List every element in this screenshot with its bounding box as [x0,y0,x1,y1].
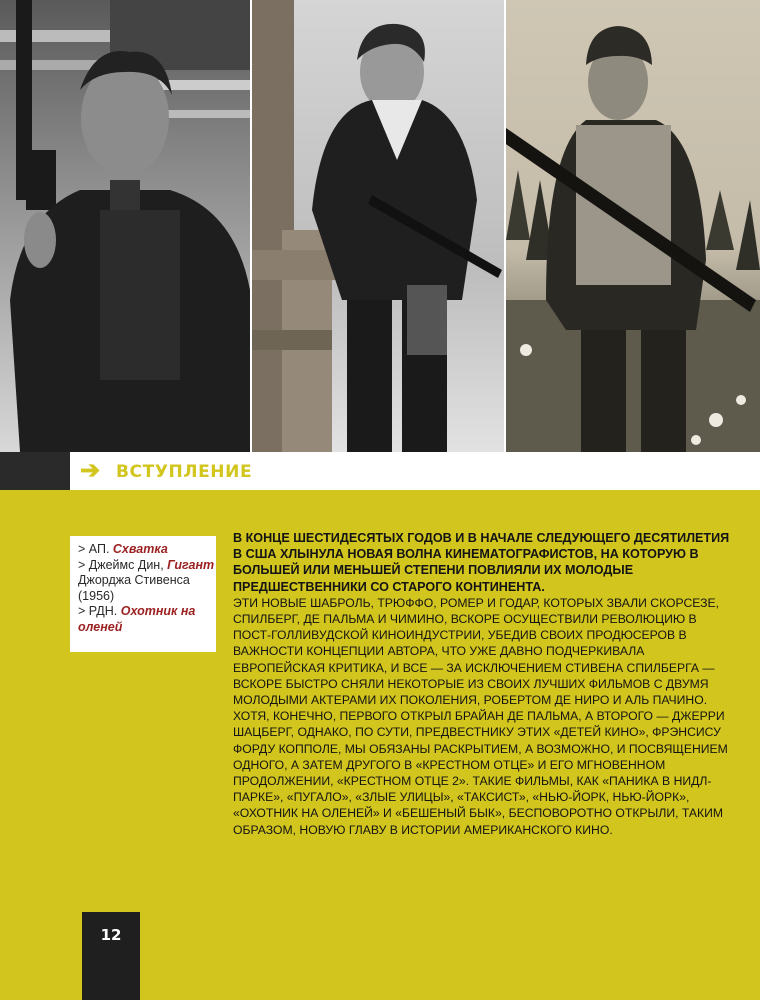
section-header [0,452,760,490]
photo-strip [0,0,760,452]
page-number-block [82,912,140,1000]
article-body [233,530,738,838]
caption-item: > РДН. Охотник на оленей [78,604,196,634]
caption-item: > АП. Схватка [78,542,168,556]
arrow-right-icon: ➔ [80,457,101,484]
photo-captions [70,536,216,652]
lead-paragraph: В КОНЦЕ ШЕСТИДЕСЯТЫХ ГОДОВ И В НАЧАЛЕ СЛЕДУЮЩЕГО ДЕСЯТИЛЕТИЯ В США ХЛЫНУЛА НОВАЯ ВОЛНА КИНЕМАТОГРАФИСТОВ, НА КОТОРУЮ В БОЛЬШЕЙ ИЛИ МЕНЬШЕЙ СТЕПЕНИ ПОВЛИЯЛИ ИХ МОЛОДЫЕ ПРЕДШЕСТВЕННИКИ СО СТАРОГО КОНТИНЕНТА. [233,531,730,594]
caption-item: > Джеймс Дин, Гигант Джорджа Стивенса (1956) [78,557,215,603]
photo-de-niro-deer-hunter [506,0,760,452]
body-paragraph: ЭТИ НОВЫЕ ШАБРОЛЬ, ТРЮФФО, РОМЕР И ГОДАР, КОТОРЫХ ЗВАЛИ СКОРСЕЗЕ, СПИЛБЕРГ, ДЕ ПАЛЬМА И ЧИМИНО, ВСКОРЕ ОСУЩЕСТВИЛИ РЕВОЛЮЦИЮ В ПОСТ-ГОЛЛИВУДСКОЙ КИНОИНДУСТРИИ, УБЕДИВ СВОИХ ПРОДЮСЕРОВ В ВАЖНОСТИ КОНЦЕПЦИИ АВТОРА, ЧТО УЖЕ ДАВНО ПОДЧЕРКИВАЛА ЕВРОПЕЙСКАЯ КРИТИКА, И ВСЕ — ЗА ИСКЛЮЧЕНИЕМ СТИВЕНА СПИЛБЕРГА — ВСКОРЕ БЫСТРО СНЯЛИ НЕКОТОРЫЕ ИЗ СВОИХ ЛУЧШИХ ФИЛЬМОВ С ДВУМЯ МОЛОДЫМИ АКТЕРАМИ ИХ ПОКОЛЕНИЯ, РОБЕРТОМ ДЕ НИРО И АЛЬ ПАЧИНО. ХОТЯ, КОНЕЧНО, ПЕРВОГО ОТКРЫЛ БРАЙАН ДЕ ПАЛЬМА, А ВТОРОГО — ДЖЕРРИ ШАЦБЕРГ, ОДНАКО, ПО СУТИ, ПРЕДВЕСТНИКУ ЭТИХ «ДЕТЕЙ КИНО», ФРЭНСИСУ ФОРДУ КОППОЛЕ, МЫ ОБЯЗАНЫ РАСКРЫТИЕМ, А ВОЗМОЖНО, И ПОСВЯЩЕНИЕМ ОДНОГО, А ЗАТЕМ ДРУГОГО В «КРЕСТНОМ ОТЦЕ» И ЕГО МГНОВЕННОМ ПРОДОЛЖЕНИИ, «КРЕСТНОМ ОТЦЕ 2». ТАКИЕ ФИЛЬМЫ, КАК «ПАНИКА В НИДЛ-ПАРКЕ», «ПУГАЛО», «ЗЛЫЕ УЛИЦЫ», «ТАКСИСТ», «НЬЮ-ЙОРК, НЬЮ-ЙОРК», «ОХОТНИК НА ОЛЕНЕЙ» И «БЕШЕНЫЙ БЫК», БЕСПОВОРОТНО ОТКРЫЛИ, ТАКИМ ОБРАЗОМ, НОВУЮ ГЛАВУ В ИСТОРИИ АМЕРИКАНСКОГО КИНО. [233,595,728,837]
photo-al-pacino-heat [0,0,250,452]
section-marker-block [0,452,70,490]
photo-james-dean-giant [252,0,504,452]
page-number: 12 [100,926,122,944]
section-title: ВСТУПЛЕНИЕ [116,462,253,482]
